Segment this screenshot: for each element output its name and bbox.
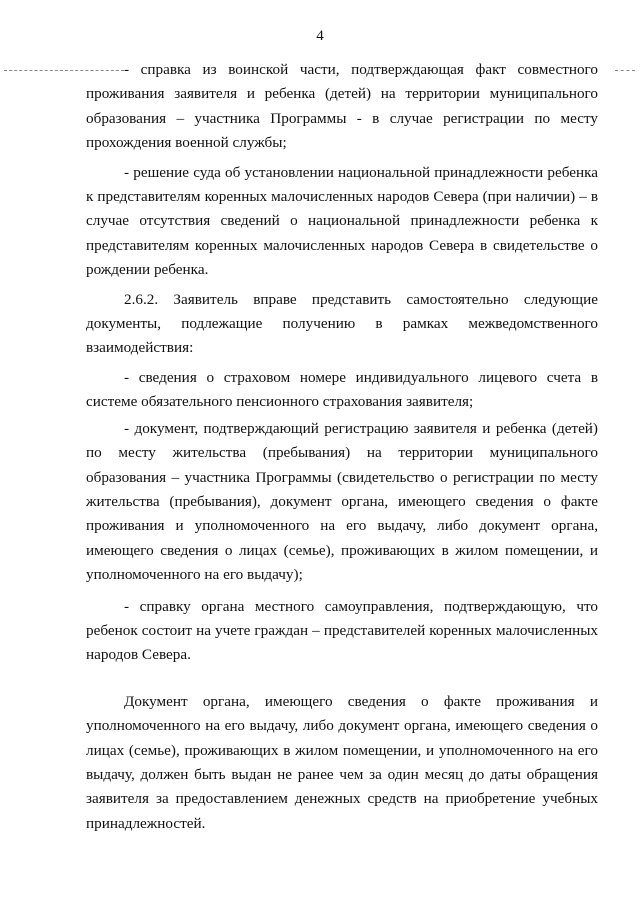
page-number: 4: [316, 28, 324, 44]
scan-artifact-right: [615, 70, 635, 72]
paragraph-military-certificate: - справка из воинской части, подтверждающая факт совместного проживания заявителя и ребенка (детей) на территории муниципального образования – участника Программы - в случае регистрации по месту прохождения военной службы;: [86, 61, 598, 152]
document-body: [86, 58, 598, 836]
paragraph-court-decision: - решение суда об установлении национальной принадлежности ребенка к представителям коренных малочисленных народов Севера (при наличии) – в случае отсутствия сведений о национальной принадлежности ребенка к представителям коренных малочисленных народов Севера в свидетельстве о рождении ребенка.: [86, 163, 598, 279]
paragraph-snils-info: - сведения о страховом номере индивидуального лицевого счета в системе обязательного пенсионного страхования заявителя;: [86, 368, 598, 411]
paragraph-document-validity: Документ органа, имеющего сведения о факте проживания и уполномоченного на его выдачу, либо документ органа, имеющего сведения о лицах (семье), проживающих в жилом помещении, и уполномоченного на его выдачу, должен быть выдан не ранее чем за один месяц до даты обращения заявителя за предоставлением денежных средств на приобретение учебных принадлежностей.: [86, 692, 598, 832]
paragraph-section-2-6-2: 2.6.2. Заявитель вправе представить самостоятельно следующие документы, подлежащие получению в рамках межведомственного взаимодействия:: [86, 290, 598, 357]
paragraph-registration-document: - документ, подтверждающий регистрацию заявителя и ребенка (детей) по месту жительства (пребывания) на территории муниципального образования – участника Программы (свидетельство о регистрации по месту жительства (пребывания), документ органа, имеющего сведения о факте проживания и уполномоченного на его выдачу, либо документ органа, имеющего сведения о лицах (семье), проживающих в жилом помещении, и уполномоченного на его выдачу);: [86, 419, 598, 584]
paragraph-local-authority-certificate: - справку органа местного самоуправления, подтверждающую, что ребенок состоит на учете граждан – представителей коренных малочисленных народов Севера.: [86, 597, 598, 664]
